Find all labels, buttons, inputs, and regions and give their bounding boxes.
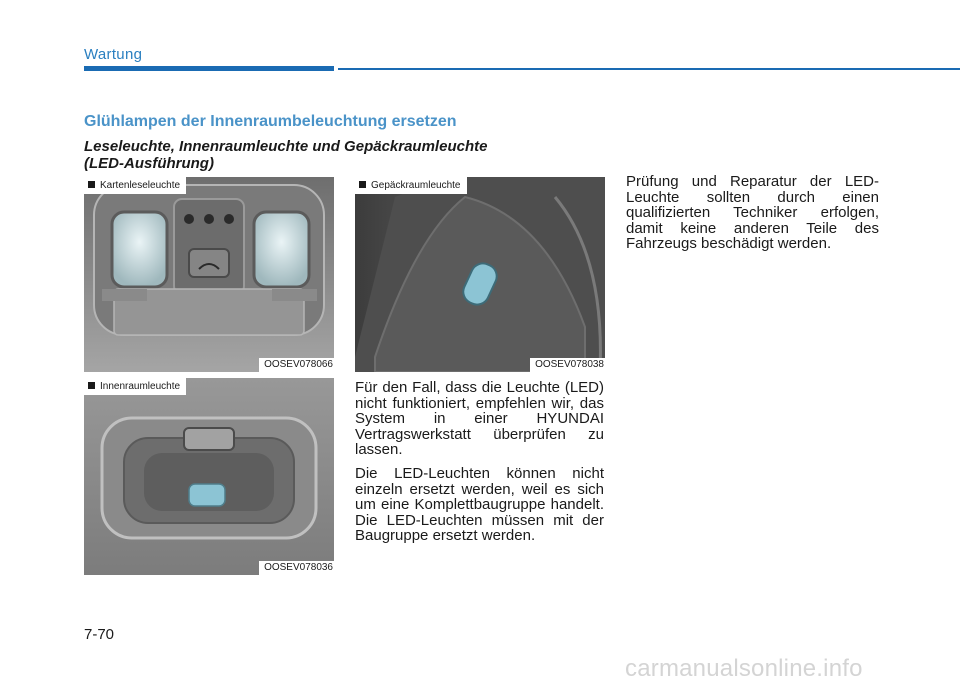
room-lamp-illustration [84, 378, 334, 575]
map-lamp-illustration [84, 177, 334, 372]
square-bullet-icon [359, 181, 366, 188]
page-number: 7-70 [84, 626, 115, 643]
figure-room-lamp [84, 378, 334, 575]
cargo-lamp-figure-code: OOSEV078038 [530, 358, 605, 372]
square-bullet-icon [88, 382, 95, 389]
cargo-lamp-illustration [355, 177, 605, 372]
cargo-lamp-caption-text: Gepäckraumleuchte [371, 180, 461, 191]
cargo-lamp-caption [355, 177, 467, 194]
map-lamp-caption-text: Kartenleseleuchte [100, 180, 181, 191]
paragraph-led-assembly: Die LED-Leuchten können nicht einzeln ersetzt werden, weil es sich um eine Komplettbaugruppe handelt. Die LED-Leuchten müssen mit der Baugruppe ersetzt werden. [355, 465, 604, 544]
subtitle-line-2: (LED-Ausführung) [84, 155, 214, 172]
paragraph-led-check: Für den Fall, dass die Leuchte (LED) nicht funktioniert, empfehlen wir, das System in einer HYUNDAI Vertragswerkstatt überprüfen zu lassen. [355, 379, 604, 458]
room-lamp-figure-code: OOSEV078036 [259, 561, 334, 575]
section-label: Wartung [84, 46, 143, 63]
page-title: Glühlampen der Innenraumbeleuchtung ersetzen [84, 113, 457, 130]
header-rule-thick [84, 66, 334, 71]
square-bullet-icon [88, 181, 95, 188]
subtitle-line-1: Leseleuchte, Innenraumleuchte und Gepäckraumleuchte [84, 138, 488, 155]
header-rule-thin [338, 68, 960, 70]
figure-map-lamp [84, 177, 334, 372]
watermark: carmanualsonline.info [625, 655, 863, 682]
room-lamp-caption [84, 378, 186, 395]
room-lamp-caption-text: Innenraumleuchte [100, 381, 181, 392]
map-lamp-figure-code: OOSEV078066 [259, 358, 334, 372]
paragraph-led-repair: Prüfung und Reparatur der LED-Leuchte sollten durch einen qualifizierten Techniker erfolgen, damit keine anderen Teile des Fahrzeugs beschädigt werden. [626, 173, 879, 252]
page-subtitle [84, 138, 544, 172]
figure-cargo-lamp [355, 177, 605, 372]
map-lamp-caption [84, 177, 186, 194]
